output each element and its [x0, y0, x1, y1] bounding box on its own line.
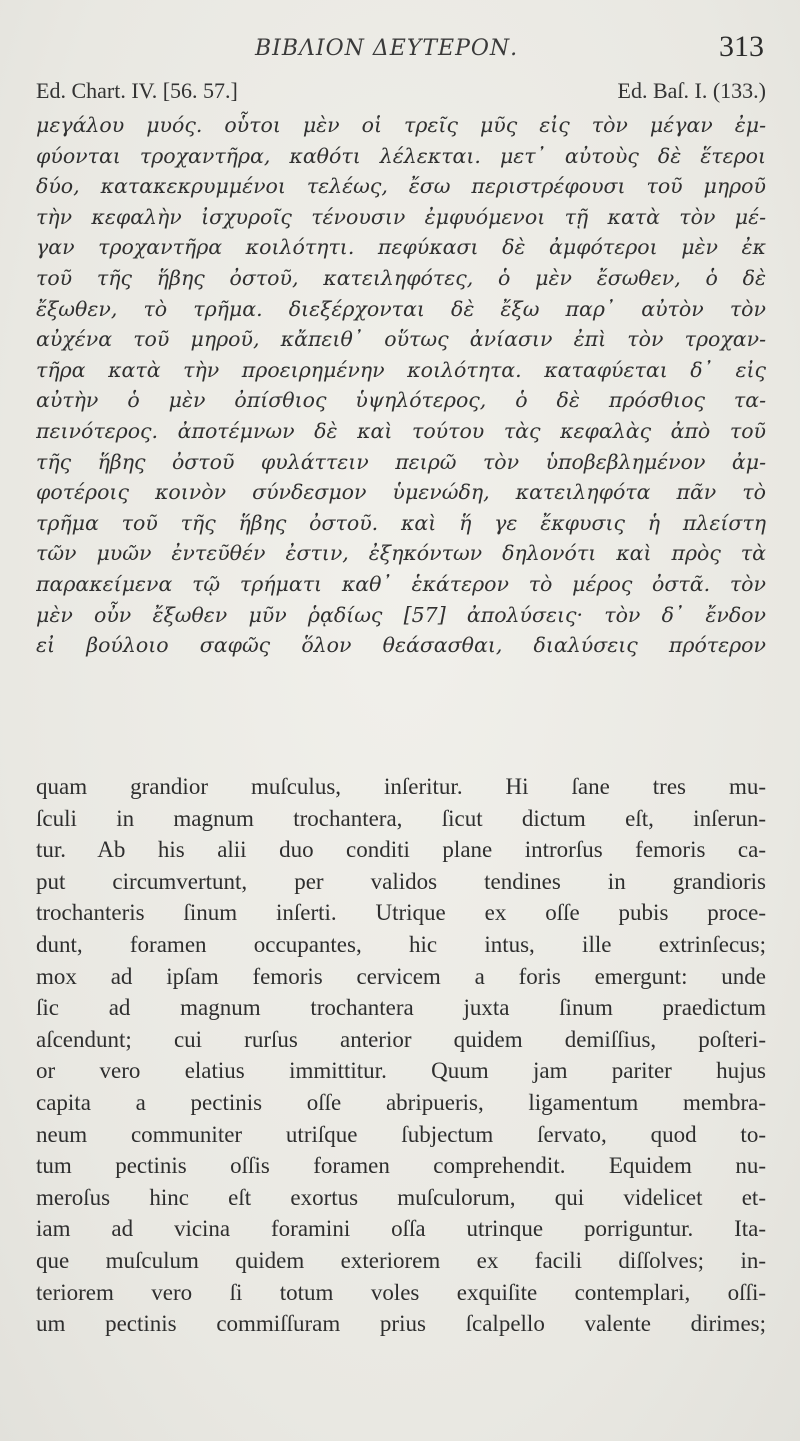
greek-line: γαν τροχαντῆρα κοιλότητι. πεφύκασι δὲ ἀμφότεροι μὲν ἐκ	[36, 235, 766, 260]
latin-line: ſic ad magnum trochantera juxta ſinum praedictum	[36, 995, 766, 1021]
running-head	[0, 30, 800, 70]
greek-line: εἰ βούλοιο σαφῶς ὅλον θεάσασθαι, διαλύσεις πρότερον	[36, 633, 766, 658]
greek-line: δύο, κατακεκρυμμένοι τελέως, ἔσω περιστρέφουσι τοῦ μηροῦ	[36, 174, 766, 199]
latin-text-block	[36, 771, 766, 1340]
greek-line: τῶν μυῶν ἐντεῦθέν ἐστιν, ἐξηκόντων δηλονότι καὶ πρὸς τὰ	[36, 541, 766, 566]
page-number: 313	[719, 30, 764, 63]
latin-line: trochanteris ſinum inſerti. Utrique ex oſſe pubis proce-	[36, 900, 766, 926]
latin-line: meroſus hinc eſt exortus muſculorum, qui videlicet et-	[36, 1184, 766, 1210]
latin-line: put circumvertunt, per validos tendines in grandioris	[36, 868, 766, 894]
latin-line: que muſculum quidem exteriorem ex facili diſſolves; in-	[36, 1247, 766, 1273]
greek-line: τὴν κεφαλὴν ἰσχυροῖς τένουσιν ἐμφυόμενοι τῇ κατὰ τὸν μέ-	[36, 204, 766, 229]
greek-line: φοτέροις κοινὸν σύνδεσμον ὑμενώδη, κατειληφότα πᾶν τὸ	[36, 480, 766, 505]
greek-line: μὲν οὖν ἔξωθεν μῦν ῥᾳδίως [57] ἀπολύσεις· τὸν δ᾽ ἔνδον	[36, 602, 766, 627]
latin-line: neum communiter utriſque ſubjectum ſervato, quod to-	[36, 1121, 766, 1147]
edition-basel-ref: Ed. Baſ. I. (133.)	[617, 78, 766, 103]
latin-line: ſculi in magnum trochantera, ſicut dictum eſt, inſerun-	[36, 805, 766, 831]
greek-line: τρῆμα τοῦ τῆς ἥβης ὀστοῦ. καὶ ἥ γε ἔκφυσις ἡ πλείστη	[36, 510, 766, 535]
running-title: ΒΙΒΛΙΟΝ ΔΕΥΤΕΡΟΝ.	[255, 36, 519, 61]
greek-line: πεινότερος. ἀποτέμνων δὲ καὶ τούτου τὰς κεφαλὰς ἀπὸ τοῦ	[36, 418, 766, 443]
latin-line: aſcendunt; cui rurſus anterior quidem demiſſius, poſteri-	[36, 1026, 766, 1052]
greek-line: παρακείμενα τῷ τρήματι καθ᾽ ἑκάτερον τὸ μέρος ὀστᾶ. τὸν	[36, 571, 766, 596]
latin-line: um pectinis commiſſuram prius ſcalpello valente dirimes;	[36, 1311, 766, 1337]
greek-text-block	[36, 110, 766, 661]
latin-line: tum pectinis oſſis foramen comprehendit. Equidem nu-	[36, 1153, 766, 1179]
greek-line: τῆς ἥβης ὀστοῦ φυλάττειν πειρῶ τὸν ὑποβεβλημένον ἀμ-	[36, 449, 766, 474]
latin-line: mox ad ipſam femoris cervicem a foris emergunt: unde	[36, 963, 766, 989]
latin-line: or vero elatius immittitur. Quum jam pariter hujus	[36, 1058, 766, 1084]
greek-line: αὐχένα τοῦ μηροῦ, κἄπειθ᾽ οὕτως ἀνίασιν ἐπὶ τὸν τροχαν-	[36, 327, 766, 352]
latin-line: capita a pectinis oſſe abripueris, ligamentum membra-	[36, 1089, 766, 1115]
greek-line: μεγάλου μυός. οὗτοι μὲν οἱ τρεῖς μῦς εἰς τὸν μέγαν ἐμ-	[36, 113, 766, 137]
greek-line: τοῦ τῆς ἥβης ὀστοῦ, κατειληφότες, ὁ μὲν ἔσωθεν, ὁ δὲ	[36, 265, 766, 290]
latin-line: teriorem vero ſi totum voles exquiſite contemplari, oſſi-	[36, 1279, 766, 1305]
greek-line: αὐτὴν ὁ μὲν ὀπίσθιος ὑψηλότερος, ὁ δὲ πρόσθιος τα-	[36, 388, 766, 413]
latin-line: dunt, foramen occupantes, hic intus, ille extrinſecus;	[36, 931, 766, 957]
edition-reference-line	[36, 78, 766, 108]
latin-line: tur. Ab his alii duo conditi plane introrſus femoris ca-	[36, 837, 766, 863]
greek-line: φύονται τροχαντῆρα, καθότι λέλεκται. μετ᾽ αὐτοὺς δὲ ἕτεροι	[36, 143, 766, 168]
greek-line: τῆρα κατὰ τὴν προειρημένην κοιλότητα. καταφύεται δ᾽ εἰς	[36, 357, 766, 382]
edition-chartier-ref: Ed. Chart. IV. [56. 57.]	[36, 78, 238, 103]
latin-line: iam ad vicina foramini oſſa utrinque porriguntur. Ita-	[36, 1216, 766, 1242]
greek-line: ἔξωθεν, τὸ τρῆμα. διεξέρχονται δὲ ἔξω παρ᾽ αὐτὸν τὸν	[36, 296, 766, 321]
latin-line: quam grandior muſculus, inſeritur. Hi ſane tres mu-	[36, 774, 766, 799]
